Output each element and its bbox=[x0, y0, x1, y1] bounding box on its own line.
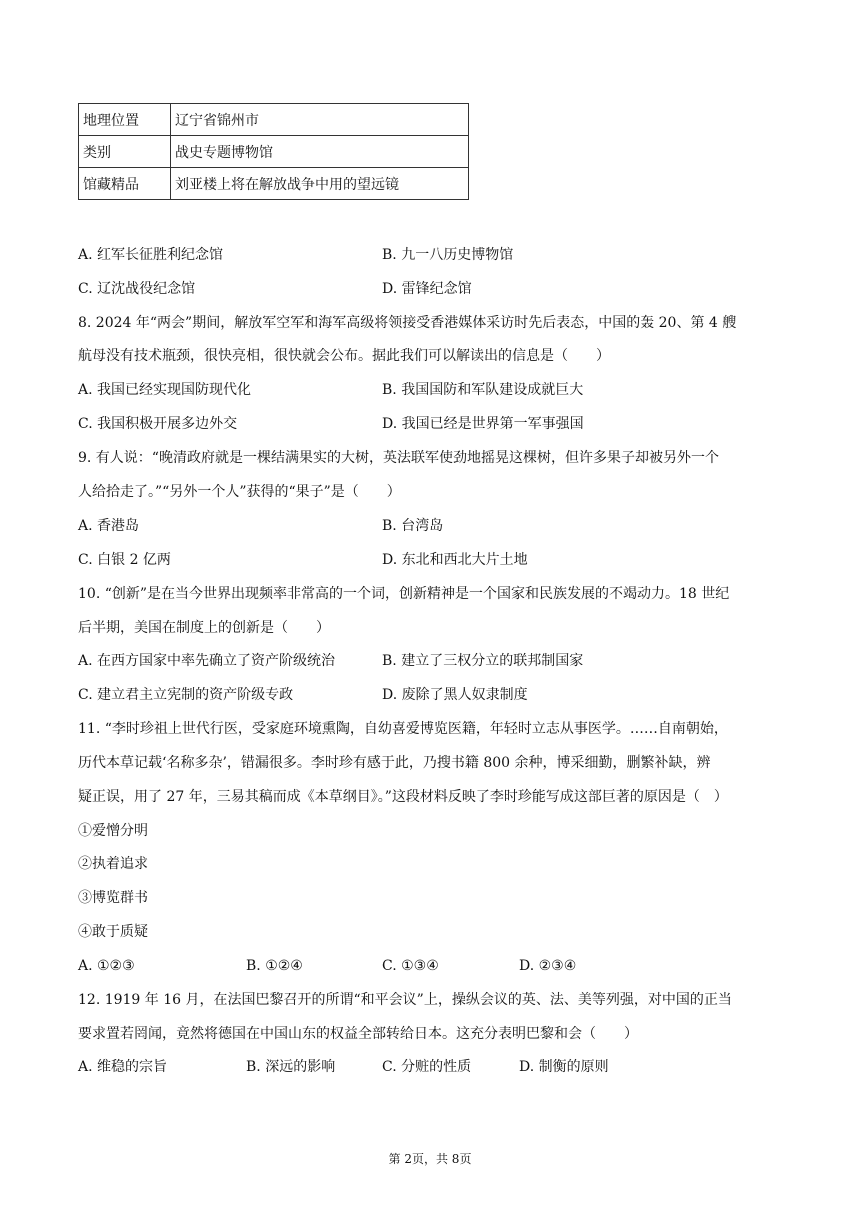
q10-option-b: B. 建立了三权分立的联邦制国家 bbox=[382, 653, 584, 669]
q11-option-d: D. ②③④ bbox=[519, 958, 577, 974]
q10-stem-line1: 10. “创新”是在当今世界出现频率非常高的一个词，创新精神是一个国家和民族发展的不竭动力。18 世纪 bbox=[78, 586, 730, 602]
museum-info-table bbox=[78, 103, 469, 200]
q12-stem-line1: 12. 1919 年 16 月，在法国巴黎召开的所谓“和平会议”上，操纵会议的英、法、美等列强，对中国的正当 bbox=[78, 992, 732, 1008]
q11-item-3: ③博览群书 bbox=[78, 890, 148, 906]
q8-option-d: D. 我国已经是世界第一军事强国 bbox=[382, 416, 584, 432]
q11-stem-line2: 历代本草记载‘名称多杂’，错漏很多。李时珍有感于此，乃搜书籍 800 余种，博采细勤，删繁补缺，辨 bbox=[78, 755, 711, 771]
q7-option-a: A. 红军长征胜利纪念馆 bbox=[78, 247, 224, 263]
table-row bbox=[79, 168, 469, 200]
table-value: 战史专题博物馆 bbox=[171, 136, 469, 168]
table-key: 馆藏精品 bbox=[79, 168, 171, 200]
page-footer: 第 2页，共 8页 bbox=[388, 1152, 472, 1166]
q9-stem-line2: 人给拾走了。”“另外一个人”获得的“果子”是（ ） bbox=[78, 484, 401, 500]
q10-option-d: D. 废除了黑人奴隶制度 bbox=[382, 687, 528, 703]
q9-option-a: A. 香港岛 bbox=[78, 518, 140, 534]
table-value: 辽宁省锦州市 bbox=[171, 104, 469, 136]
q8-stem-line1: 8. 2024 年“两会”期间，解放军空军和海军高级将领接受香港媒体采访时先后表态，中国的轰 20、第 4 艘 bbox=[78, 315, 737, 331]
table-key: 地理位置 bbox=[79, 104, 171, 136]
table-row bbox=[79, 104, 469, 136]
q7-option-b: B. 九一八历史博物馆 bbox=[382, 247, 514, 263]
q9-stem-line1: 9. 有人说：“晚清政府就是一棵结满果实的大树，英法联军使劲地摇晃这棵树，但许多果子却被另外一个 bbox=[78, 450, 719, 466]
q11-option-c: C. ①③④ bbox=[382, 958, 439, 974]
q9-option-b: B. 台湾岛 bbox=[382, 518, 444, 534]
table-row bbox=[79, 136, 469, 168]
table-key: 类别 bbox=[79, 136, 171, 168]
q10-option-a: A. 在西方国家中率先确立了资产阶级统治 bbox=[78, 653, 336, 669]
table-value: 刘亚楼上将在解放战争中用的望远镜 bbox=[171, 168, 469, 200]
q10-option-c: C. 建立君主立宪制的资产阶级专政 bbox=[78, 687, 294, 703]
q7-option-c: C. 辽沈战役纪念馆 bbox=[78, 281, 196, 297]
q10-stem-line2: 后半期，美国在制度上的创新是（ ） bbox=[78, 620, 330, 636]
q12-option-a: A. 维稳的宗旨 bbox=[78, 1059, 168, 1075]
q8-stem-line2: 航母没有技术瓶颈，很快亮相，很快就会公布。据此我们可以解读出的信息是（ ） bbox=[78, 348, 610, 364]
q12-stem-line2: 要求置若罔闻，竟然将德国在中国山东的权益全部转给日本。这充分表明巴黎和会（ ） bbox=[78, 1026, 638, 1042]
q7-option-d: D. 雷锋纪念馆 bbox=[382, 281, 472, 297]
q11-stem-line1: 11. “李时珍祖上世代行医，受家庭环境熏陶，自幼喜爱博览医籍，年轻时立志从事医学。……自南朝始， bbox=[78, 721, 728, 737]
q9-option-c: C. 白银 2 亿两 bbox=[78, 552, 171, 568]
q12-option-d: D. 制衡的原则 bbox=[519, 1059, 609, 1075]
q8-option-c: C. 我国积极开展多边外交 bbox=[78, 416, 238, 432]
q11-item-4: ④敢于质疑 bbox=[78, 924, 148, 940]
q9-option-d: D. 东北和西北大片土地 bbox=[382, 552, 528, 568]
q11-item-2: ②执着追求 bbox=[78, 856, 148, 872]
q11-stem-line3: 疑正误，用了 27 年，三易其稿而成《本草纲目》。”这段材料反映了李时珍能写成这部巨著的原因是（ ） bbox=[78, 789, 728, 805]
q12-option-b: B. 深远的影响 bbox=[246, 1059, 336, 1075]
q11-option-b: B. ①②④ bbox=[246, 958, 303, 974]
q8-option-a: A. 我国已经实现国防现代化 bbox=[78, 382, 252, 398]
q8-option-b: B. 我国国防和军队建设成就巨大 bbox=[382, 382, 584, 398]
q11-option-a: A. ①②③ bbox=[78, 958, 135, 974]
q11-item-1: ①爱憎分明 bbox=[78, 823, 148, 839]
q12-option-c: C. 分赃的性质 bbox=[382, 1059, 472, 1075]
